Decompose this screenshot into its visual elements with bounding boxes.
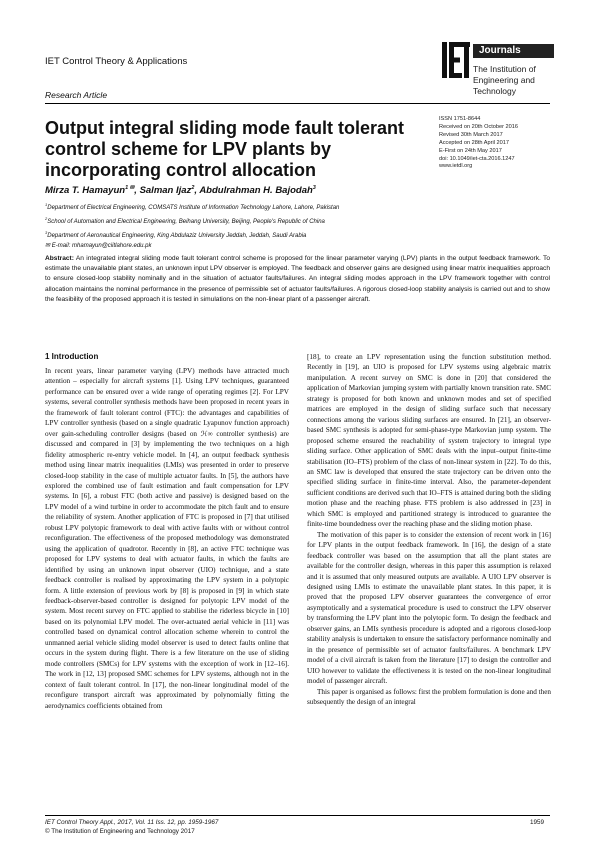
- copyright: © The Institution of Engineering and Technology 2017: [45, 827, 195, 835]
- paragraph: This paper is organised as follows: first the problem formulation is done and then subsequently the design of an integral: [307, 687, 552, 706]
- received-date: Received on 20th October 2016: [439, 123, 518, 130]
- affiliation: $^3$Department of Aeronautical Engineering, King Abdulaziz University Jeddah, Jeddah, Saudi Arabia: [45, 229, 307, 239]
- abstract-text: An integrated integral sliding mode fault tolerant control scheme is proposed for the linear parameter varying (LPV) plants in the output feedback framework. To estimate the unavailable plant states, an unknown input LPV observer is employed. The feedback and observer gains are designed using linear matrix inequalities approach to ensure closed-loop stability nominally and in the situation of actuator faults/failures. An integral sliding modes approach in the LPV framework together with control allocation maintains the nominal performance in the presence of permissible set of actuator faults/failures. A rigorous closed-loop stability analysis is carried out and to show the feasibility of the proposed approach it is tested in simulations on the non-linear plant of a passenger aircraft.: [45, 255, 550, 303]
- paragraph: In recent years, linear parameter varying (LPV) methods have attracted much attention – especially for aircraft systems [1]. Using LPV techniques, guaranteed performance can be ensured over a wide range of operating regimes [2]. For LPV systems, several controller synthesis methods have been proposed in recent years in the framework of fault tolerant control (FTC): the advantages and capabilities of LPV controller synthesis (based on a single quadratic Lyapunov function approach) over gain-scheduling controller designs (based on ℋ∞ controller synthesis) are discussed and compared in [3] by implementing the two techniques on a high fidelity atmospheric re-entry vehicle model. In [4], an output feedback synthesis method using linear matrix inequalities (LMIs) was presented in order to preserve closed-loop stability in the case of multiple actuator faults. In [5], the authors have explored the combined use of fault estimation and fault compensation for LPV systems. In [6], a robust FTC (both active and passive) is designed based on the LPV model of a wind turbine in order to accommodate the pitch fault and to ensure the reliability of system. Another application of FTC is proposed in [7] that utilised robust LPV polytopic framework to deal with active faults with or without control reconfiguration. The effectiveness of the proposed methodology was demonstrated using the application of quadrotor. Recently in [8], an active FTC technique was proposed for LPV systems to deal with actuator faults, in which the faults are identified by using an unknown input observer (UIO) technique, and a state feedback controller is realised by approximating the LPV system in a polytopic form. A little extension of previous work by [8] is proposed in [9] in which state feedback-observer-based controller is designed for polytopic LPV model of the system. Most recent survey on FTC applied to stabilise the riderless bicycle in [10] based on its polynomial LPV model. The over-actuated aerial vehicle in [11] was controlled based on dynamical control allocation scheme wherein to control the unmanned aerial vehicle sliding model observer is used to detect faults online that occurs in the system during flight. There is a few literature on the use of sliding mode controllers (SMCs) for LPV systems with the exception of work in [12–16]. The work in [12, 13] proposed SMC schemes for LPV systems, although not in the context of fault tolerant control. In [17], the non-linear longitudinal model of the reconfigure transport aircraft was approximated by polynomially fitting the aerodynamics coefficients obtained from: [45, 367, 289, 710]
- journals-badge: Journals: [473, 44, 554, 58]
- author-sup: 3: [312, 185, 316, 191]
- affiliations: [45, 200, 339, 252]
- abstract: [45, 254, 550, 305]
- citation: IET Control Theory Appl., 2017, Vol. 11 Iss. 12, pp. 1959-1967: [45, 819, 219, 826]
- iet-journals-logo: [442, 42, 554, 102]
- authors: Mirza T. Hamayun$^{1 ✉}$, Salman Ijaz$^2$, Abdulrahman H. Bajodah$^3$: [45, 185, 316, 197]
- email-line[interactable]: ✉ E-mail: mhamayun@ciitlahore.edu.pk: [45, 243, 152, 250]
- abstract-label: Abstract:: [45, 255, 74, 262]
- accepted-date: Accepted on 28th April 2017: [439, 139, 509, 146]
- body-column-right: [307, 352, 551, 707]
- article-title: Output integral sliding mode fault tolerant control scheme for LPV plants by incorporating control allocation: [45, 118, 404, 180]
- body-column-left: [45, 366, 289, 711]
- iet-logo-mark-icon: [442, 42, 470, 78]
- doi[interactable]: doi: 10.1049/iet-cta.2016.1247: [439, 155, 515, 162]
- article-meta: [439, 116, 559, 171]
- page-number: 1959: [530, 819, 545, 826]
- section-heading: 1 Introduction: [45, 352, 99, 361]
- journal-name: IET Control Theory & Applications: [45, 56, 188, 67]
- efirst-date: E-First on 24th May 2017: [439, 147, 502, 154]
- paragraph: The motivation of this paper is to consider the extension of recent work in [16] for LPV plants in the output feedback framework. In [16], the design of a state feedback controller was based on the assumption that all the plant states are available for the controller design, whereas in this paper this assumption is relaxed and it is assumed that only measured outputs are available. A UIO LPV observer is designed using LMIs to estimate the unavailable plant states. In this paper, it is proved that the proposed LPV observer guarantees the convergence of error asymptotically and a systematical procedure is used to construct the LPV observer by transforming the LPV plant into the polytopic form. To design the feedback and observer gains, an LMIs synthesis procedure is adopted and a rigorous closed-loop stability analysis is undertaken to ensure the satisfactory performance nominally and in the presence of permissible set of actuator faults/failures. A benchmark LPV model of a civil aircraft is taken from the literature [17] to design the controller and UIO however to validate the effectiveness it is tested on the non-linear longitudinal model of passenger aircraft.: [307, 530, 551, 686]
- footer-citation: [45, 819, 218, 836]
- issn: ISSN 1751-8644: [439, 116, 481, 122]
- author-name: Mirza T. Hamayun: [45, 185, 126, 197]
- affiliation: $^1$Department of Electrical Engineering, COMSATS Institute of Information Technology Lahore, Lahore, Pakistan: [45, 202, 340, 211]
- header-rule: [45, 103, 550, 104]
- author-name: Abdulrahman H. Bajodah: [199, 185, 313, 197]
- author-name: Salman Ijaz: [139, 185, 192, 197]
- footer-rule: [45, 815, 550, 816]
- paragraph: [18], to create an LPV representation using the function substitution method. Recently in [19], an UIO is proposed for LPV systems using algebraic matrix manipulation. A recent survey on SMC is done in [20] that considered the application of Markovian jumping system with partially known transition rate. SMC strategy is proposed for both known and unknown modes and set of specified matrices are employed in the design of sliding surface such that necessary connections among the various sliding surfaces are ensured. In [21], an observer-based SMC synthesis is adopted for semi-phase-type Markovian jump system. The proposed scheme ensured the reachability of system trajectory to integral type sliding surface. Other application of SMC deals with the input–output finite-time stabilisation (IO–FTS) problem of the class of non-linear system in [22]. To do this, an SMC law is developed that ensured the state trajectory can be driven onto the specified sliding surface in finite-time interval. Also, the parameter-dependent sufficient conditions are derived such that IO–FTS is attained during both the sliding motion phase and the reaching phase. FTS problem is also addressed in [23] in which SMC is employed and partitioned strategy is introduced to guarantee the finite-time boundedness over the reaching phase and the sliding motion phase.: [307, 353, 551, 529]
- article-type: Research Article: [45, 90, 108, 100]
- author-sup: 1 ✉: [125, 185, 135, 191]
- revised-date: Revised 30th March 2017: [439, 131, 503, 138]
- website-link[interactable]: www.ietdl.org: [439, 163, 473, 170]
- affiliation: $^2$School of Automation and Electrical Engineering, Beihang University, Beijing, People's Republic of China: [45, 215, 325, 225]
- author-sup: 2: [191, 185, 195, 191]
- institution-name: The Institution of Engineering and Technology: [473, 64, 536, 96]
